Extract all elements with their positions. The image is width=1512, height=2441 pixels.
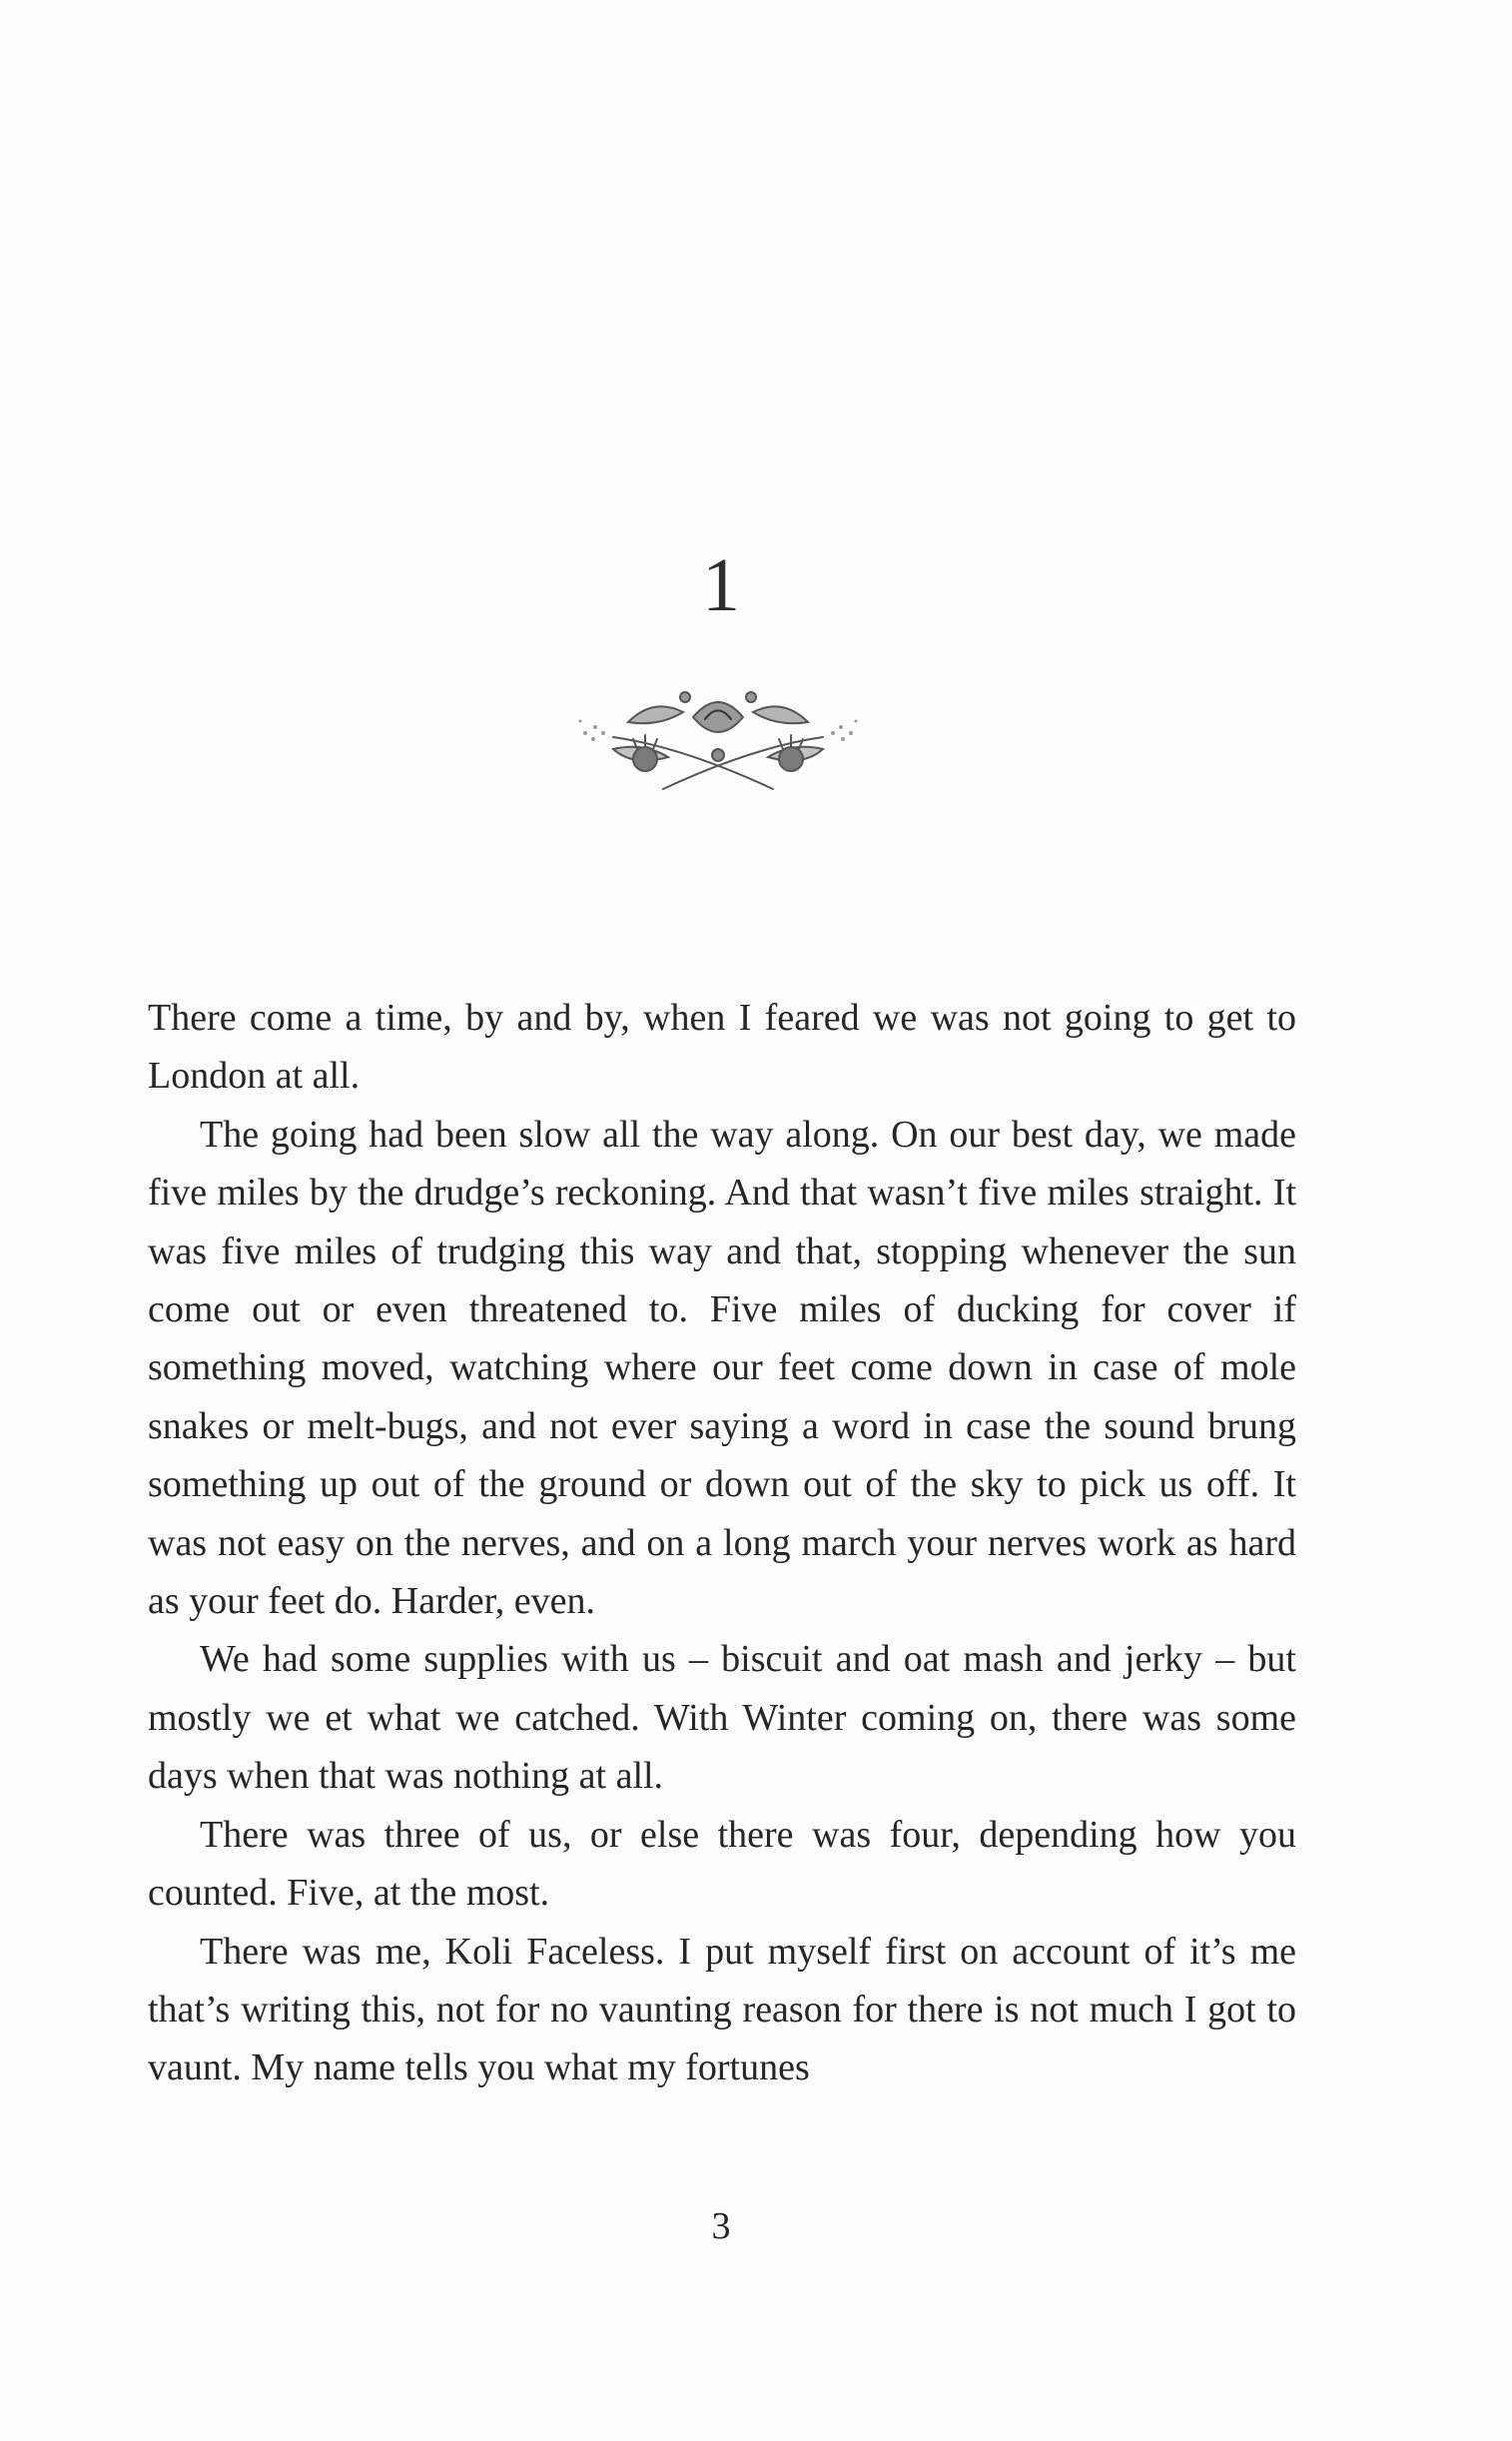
floral-thistle-ornament-icon [573,677,863,797]
paragraph: There come a time, by and by, when I feared we was not going to get to London at all. [148,997,1296,1098]
paragraph: The going had been slow all the way along. On our best day, we made five miles by the drudge’s reckoning. And that wasn’t five miles straight. It was five miles of trudging this way and that, stopping whenever the sun come out or even threatened to. Five miles of ducking for cover if something moved, watching where our feet come down in case of mole snakes or melt-bugs, and not ever saying a word in case the sound brung something up out of the ground or down out of the sky to pick us off. It was not easy on the nerves, and on a long march your nerves work as hard as your feet do. Harder, even. [148,1113,1296,1623]
chapter-number: 1 [702,543,740,627]
paragraph: There was me, Koli Faceless. I put myself first on account of it’s me that’s writing this, not for no vaunting reason for there is not much I got to vaunt. My name tells you what my fortunes [148,1930,1296,2089]
paragraph: We had some supplies with us – biscuit and oat mash and jerky – but mostly we et what we catched. With Winter coming on, there was some days when that was nothing at all. [148,1638,1296,1798]
body-text [148,989,1296,2097]
page-number: 3 [711,2205,731,2247]
paragraph: There was three of us, or else there was four, depending how you counted. Five, at the most. [148,1813,1296,1915]
